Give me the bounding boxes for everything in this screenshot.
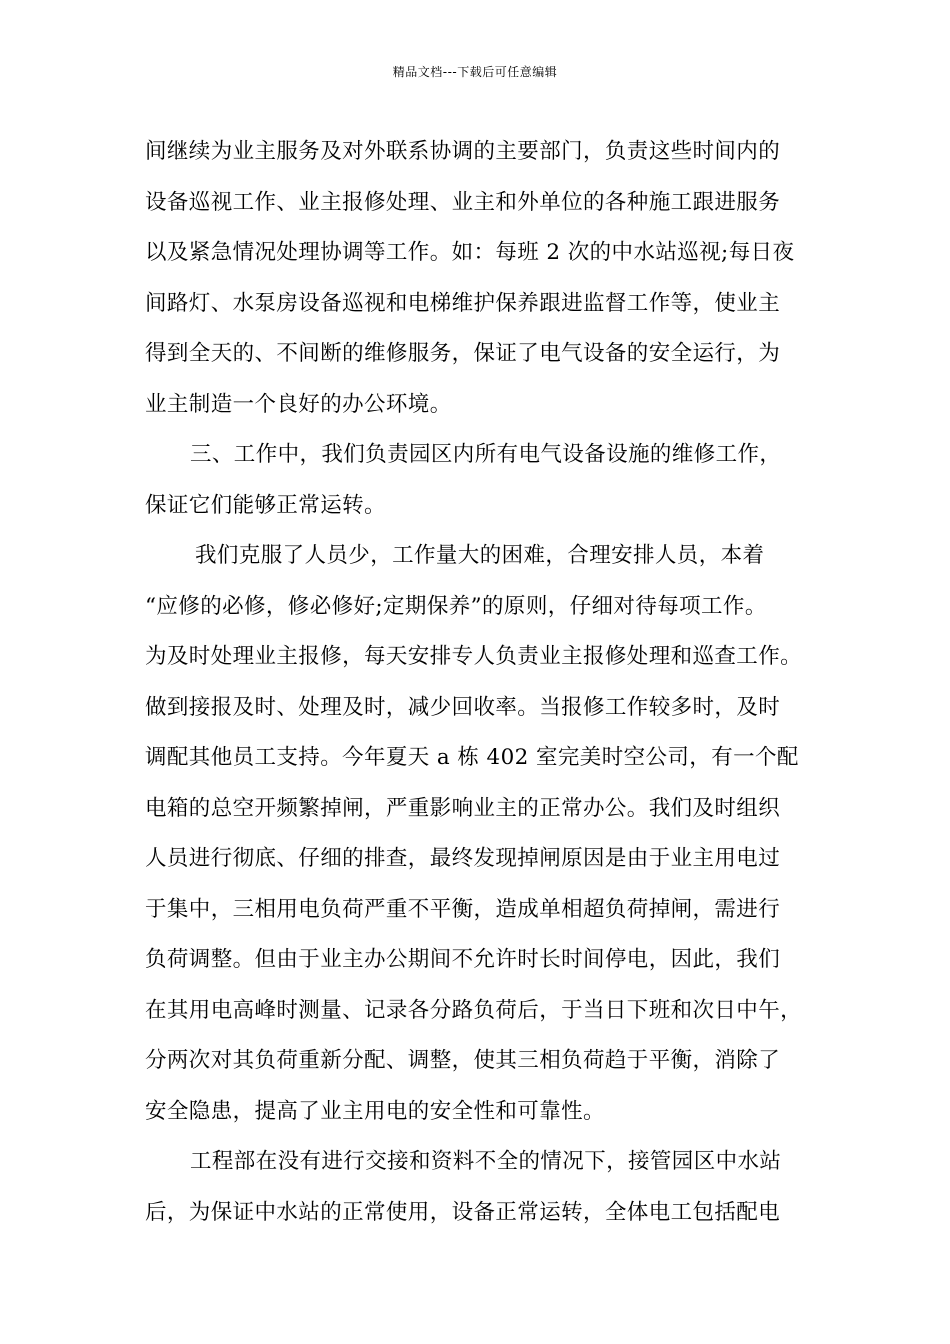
text-line: 工程部在没有进行交接和资料不全的情况下，接管园区中水站 — [190, 1149, 782, 1174]
text-line: 安全隐患，提高了业主用电的安全性和可靠性。 — [145, 1098, 605, 1124]
text-line: 在其用电高峰时测量、记录各分路负荷后，于当日下班和次日中午， — [145, 997, 803, 1023]
text-line: 为及时处理业主报修，每天安排专人负责业主报修处理和巡查工作。 — [145, 644, 803, 669]
text-line: 做到接报及时、处理及时，减少回收率。当报修工作较多时，及时 — [145, 694, 781, 720]
text-line: 分两次对其负荷重新分配、调整，使其三相负荷趋于平衡，消除了 — [145, 1048, 781, 1073]
text-line: 后，为保证中水站的正常使用，设备正常运转，全体电工包括配电 — [145, 1199, 781, 1225]
text-line: 以及紧急情况处理协调等工作。如：每班 2 次的中水站巡视;每日夜 — [145, 240, 795, 265]
text-line: 人员进行彻底、仔细的排查，最终发现掉闸原因是由于业主用电过 — [145, 846, 781, 871]
text-line: 设备巡视工作、业主报修处理、业主和外单位的各种施工跟进服务 — [145, 189, 781, 215]
text-line: 得到全天的、不间断的维修服务，保证了电气设备的安全运行，为 — [145, 341, 781, 366]
text-line: 于集中，三相用电负荷严重不平衡，造成单相超负荷掉闸，需进行 — [145, 896, 781, 922]
text-line: “应修的必修，修必修好;定期保养”的原则，仔细对待每项工作。 — [145, 593, 767, 619]
text-line: 电箱的总空开频繁掉闸，严重影响业主的正常办公。我们及时组织 — [145, 795, 781, 821]
text-line: 保证它们能够正常运转。 — [145, 492, 386, 518]
text-line: 三、工作中，我们负责园区内所有电气设备设施的维修工作， — [190, 442, 782, 467]
page-header: 精品文档---下载后可任意编辑 — [392, 65, 558, 79]
text-line: 业主制造一个良好的办公环境。 — [145, 391, 452, 417]
text-line: 调配其他员工支持。今年夏天 a 栋 402 室完美时空公司，有一个配 — [145, 745, 799, 770]
text-line: 负荷调整。但由于业主办公期间不允许时长时间停电，因此，我们 — [145, 947, 781, 972]
text-line: 间继续为业主服务及对外联系协调的主要部门，负责这些时间内的 — [145, 139, 781, 164]
text-line: 我们克服了人员少，工作量大的困难，合理安排人员，本着 — [195, 543, 765, 568]
text-line: 间路灯、水泵房设备巡视和电梯维护保养跟进监督工作等，使业主 — [145, 290, 781, 316]
document-body — [145, 132, 815, 1243]
